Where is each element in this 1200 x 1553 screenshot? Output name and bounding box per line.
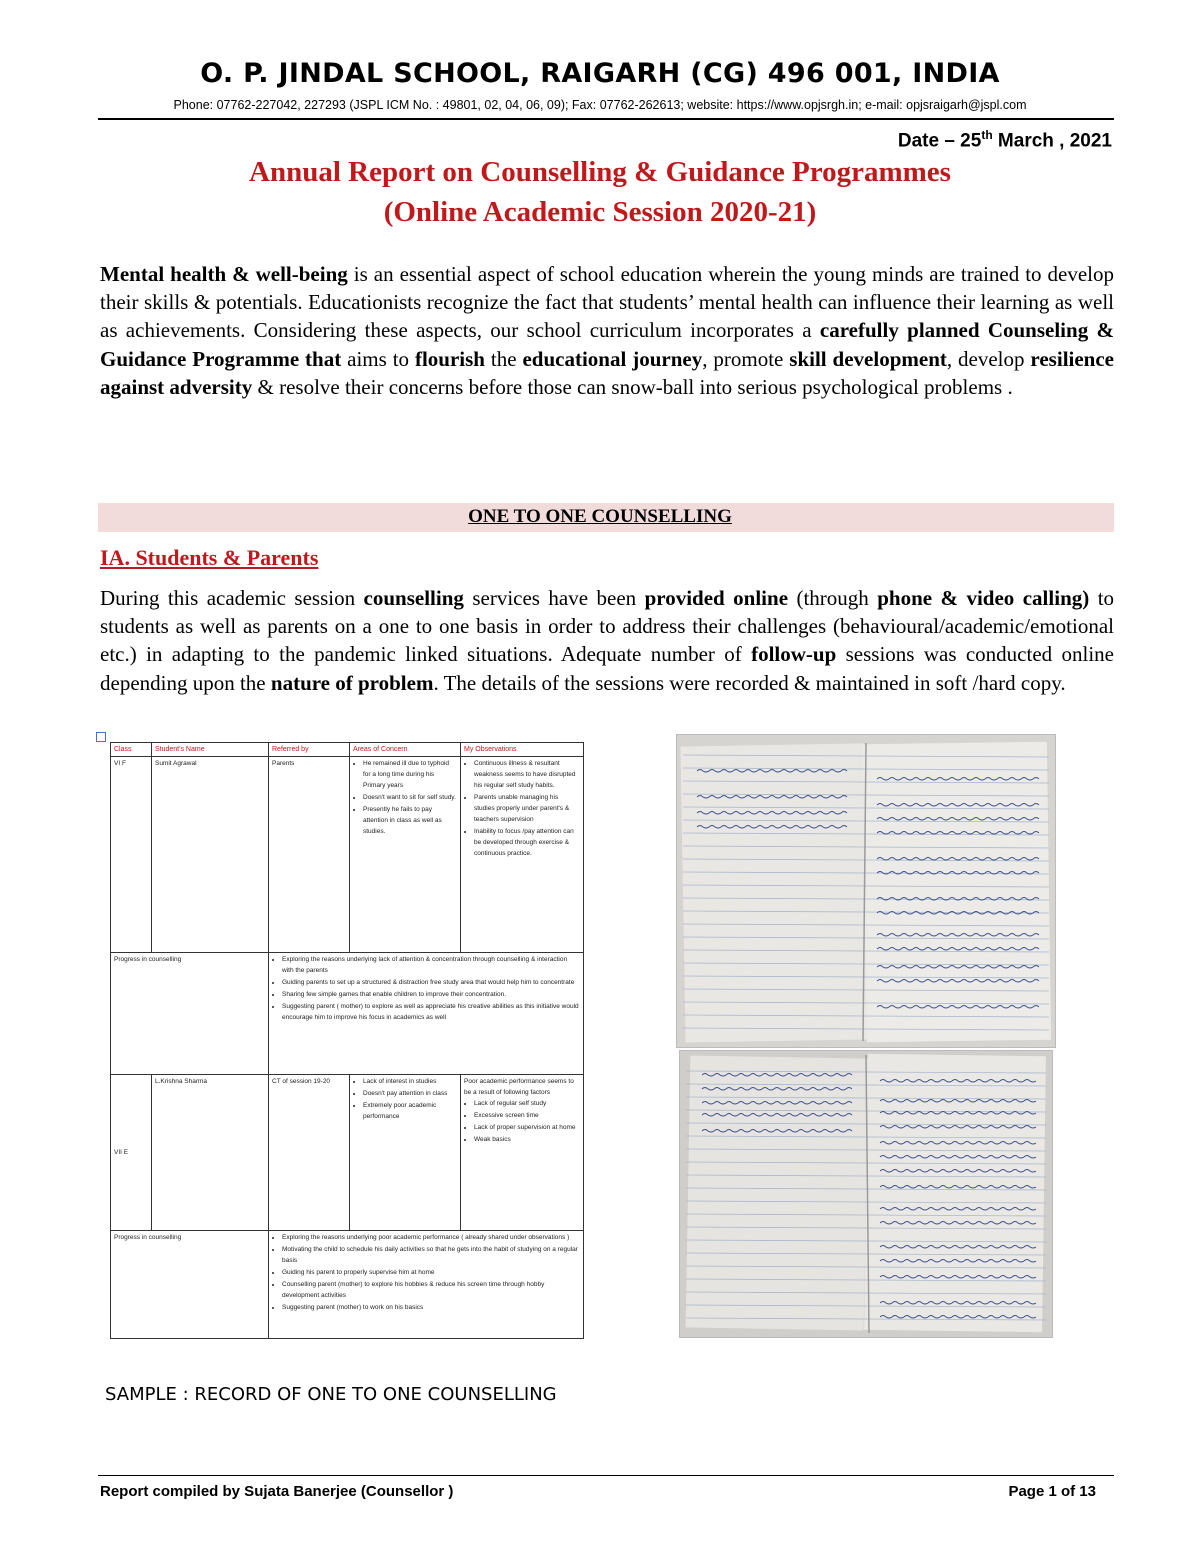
- cell-class: VI F: [111, 757, 152, 953]
- section-title: ONE TO ONE COUNSELLING: [468, 506, 732, 527]
- anchor-icon: [96, 732, 106, 742]
- list-item: • Weak basics: [474, 1134, 580, 1145]
- list-item: • Parents unable managing his studies properly under parent's & teachers supervision: [474, 792, 580, 825]
- body-paragraph: During this academic session counselling services have been provided online (through phone & video calling) to students as well as parents on a one to one basis in order to address their challenges (behavioural/academic/emotional etc.) in adapting to the pandemic linked situations. Adequate number of follow-up sessions was conducted online depending upon the nature of problem. The details of the sessions were recorded & maintained in soft /hard copy.: [100, 586, 1115, 695]
- table-header-row: [111, 743, 584, 757]
- cell-name: L.Krishna Sharma: [152, 1075, 269, 1231]
- column-header: Areas of Concern: [350, 743, 461, 757]
- column-header: Referred by: [269, 743, 350, 757]
- handwritten-notes-photo-1: [676, 734, 1056, 1048]
- report-title: Annual Report on Counselling & Guidance Programmes: [249, 156, 951, 188]
- list-item: • Doesn't pay attention in class: [363, 1088, 457, 1099]
- list-item: • Inability to focus /pay attention can be developed through exercise & continuous practice.: [474, 826, 580, 859]
- table-row-progress: [111, 1231, 584, 1339]
- cell-class: VII E: [111, 1075, 152, 1231]
- table-row: [111, 1075, 584, 1231]
- list-item: • Sharing few simple games that enable children to improve their concentration.: [282, 989, 580, 1000]
- cell-name: Sumit Agrawal: [152, 757, 269, 953]
- table-row-progress: [111, 953, 584, 1075]
- notebook-page-graphic: [680, 1051, 1052, 1337]
- cell-observations: [461, 1075, 584, 1231]
- cell-referred: CT of session 19-20: [269, 1075, 350, 1231]
- column-header: My Observations: [461, 743, 584, 757]
- counselling-record-table: [110, 742, 584, 1339]
- list-item: • Motivating the child to schedule his daily activities so that he gets into the habit of studying on a regular basis: [282, 1244, 580, 1266]
- list-item: • Doesn't want to sit for self study.: [363, 792, 457, 803]
- list-item: • Guiding parents to set up a structured & distraction free study area that would help him to concentrate: [282, 977, 580, 988]
- list-item: • Presently he fails to pay attention in class as well as studies.: [363, 804, 457, 837]
- list-item: • Lack of proper supervision at home: [474, 1122, 580, 1133]
- list-item: • Lack of regular self study: [474, 1098, 580, 1109]
- school-name: O. P. JINDAL SCHOOL, RAIGARH (CG) 496 001, INDIA: [200, 58, 1000, 89]
- list-item: • Exploring the reasons underlying lack of attention & concentration through counselling & interaction with the parents: [282, 954, 580, 976]
- list-item: • Exploring the reasons underlying poor academic performance ( already shared under observations ): [282, 1232, 580, 1243]
- cell-concerns: [350, 757, 461, 953]
- list-item: • Continuous illness & resultant weakness seems to have disrupted his regular self study habits.: [474, 758, 580, 791]
- cell-concerns: [350, 1075, 461, 1231]
- subsection-heading: IA. Students & Parents: [100, 545, 319, 570]
- progress-notes: [269, 953, 584, 1075]
- notebook-page-graphic: [677, 735, 1055, 1047]
- cell-referred: Parents: [269, 757, 350, 953]
- list-item: • Counselling parent (mother) to explore his hobbies & reduce his screen time through hobby development activities: [282, 1279, 580, 1301]
- report-date: Date – 25th March , 2021: [897, 128, 1112, 152]
- progress-label: Progress in counselling: [111, 953, 269, 1075]
- list-item: • Suggesting parent ( mother) to explore as well as appreciate his creative abilities as this initiative would encourage him to improve his focus in academics as well: [282, 1001, 580, 1023]
- header-rule: [98, 118, 1114, 120]
- footer-author: Report compiled by Sujata Banerjee (Counsellor ): [100, 1483, 454, 1500]
- report-subtitle: (Online Academic Session 2020-21): [383, 196, 817, 228]
- footer-rule: [98, 1475, 1114, 1476]
- cell-observations: [461, 757, 584, 953]
- list-item: • He remained ill due to typhoid for a long time during his Primary years: [363, 758, 457, 791]
- handwritten-notes-photo-2: [679, 1050, 1053, 1338]
- column-header: Student's Name: [152, 743, 269, 757]
- school-contact: Phone: 07762-227042, 227293 (JSPL ICM No. : 49801, 02, 04, 06, 09); Fax: 07762-262613; website: https://www.opjsrgh.in; e-mail: opjsraigarh@jspl.com: [173, 98, 1027, 112]
- list-item: • Guiding his parent to properly supervise him at home: [282, 1267, 580, 1278]
- table-row: [111, 757, 584, 953]
- sample-caption: SAMPLE : RECORD OF ONE TO ONE COUNSELLING: [105, 1384, 557, 1405]
- progress-notes: [269, 1231, 584, 1339]
- column-header: Class: [111, 743, 152, 757]
- progress-label: Progress in counselling: [111, 1231, 269, 1339]
- list-item: • Extremely poor academic performance: [363, 1100, 457, 1122]
- page-number: Page 1 of 13: [1008, 1483, 1096, 1500]
- list-item: • Lack of interest in studies: [363, 1076, 457, 1087]
- list-item: • Suggesting parent (mother) to work on his basics: [282, 1302, 580, 1313]
- sample-record-table-image: [100, 738, 586, 1370]
- list-item: • Excessive screen time: [474, 1110, 580, 1121]
- intro-paragraph: Mental health & well-being is an essential aspect of school education wherein the young minds are trained to develop their skills & potentials. Educationists recognize the fact that students’ mental health can influence their learning as well as achievements. Considering these aspects, our school curriculum incorporates a carefully planned Counseling & Guidance Programme that aims to flourish the educational journey, promote skill development, develop resilience against adversity & resolve their concerns before those can snow-ball into serious psychological problems .: [100, 262, 1115, 399]
- observation-intro: Poor academic performance seems to be a result of following factors: [464, 1078, 574, 1096]
